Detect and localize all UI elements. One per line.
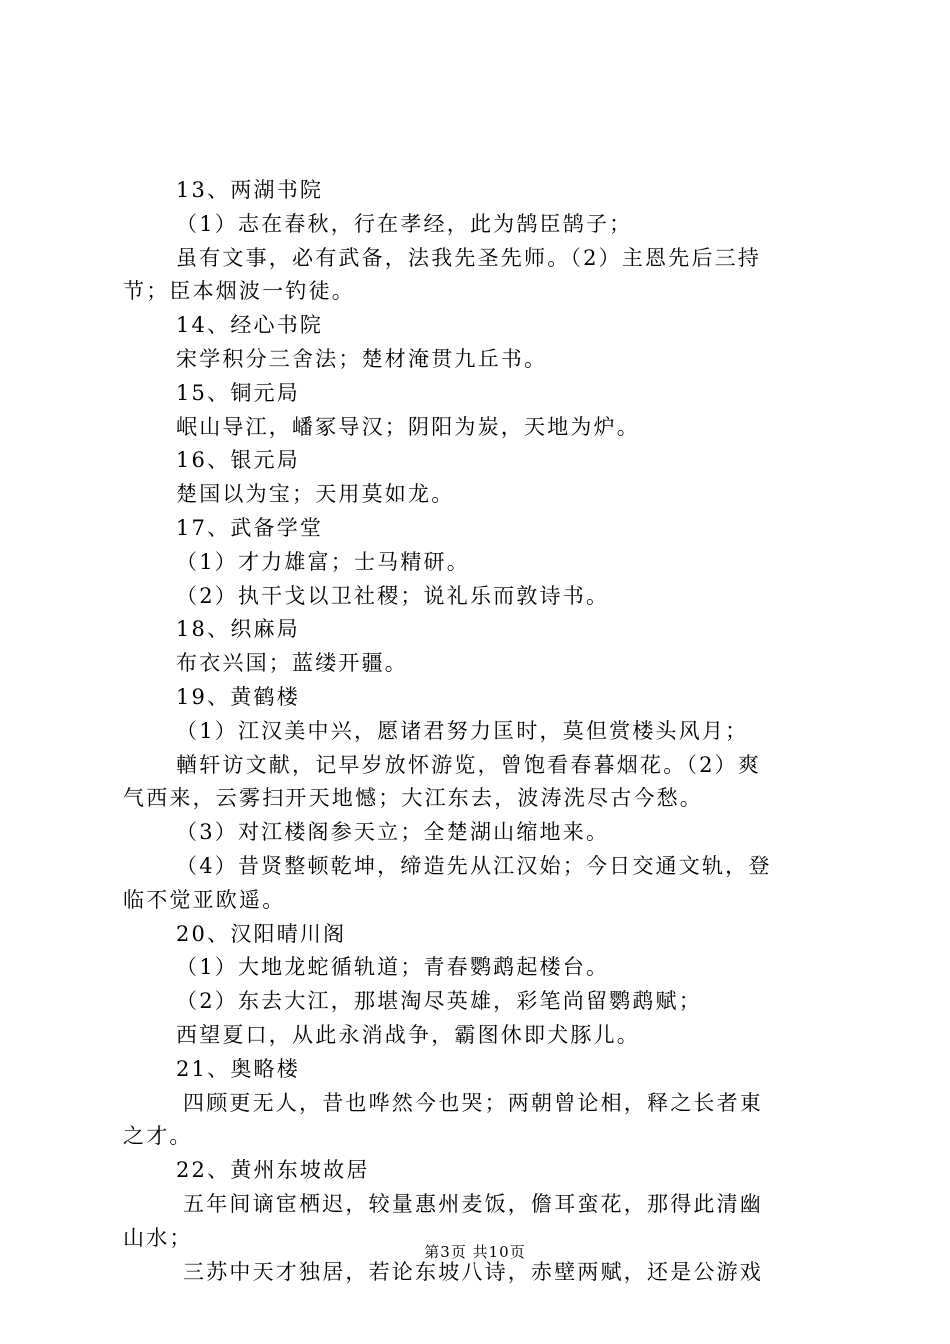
text-line: 17、武备学堂 [176,515,324,540]
text-line: 楚国以为宝；天用莫如龙。 [176,482,455,507]
text-line: （2）执干戈以卫社稷；说礼乐而敦诗书。 [176,583,610,608]
text-line: （1）志在春秋，行在孝经，此为鹄臣鹄子； [176,211,633,236]
text-line: 宋学积分三舍法；楚材淹贯九丘书。 [176,346,548,371]
text-line: （1）江汉美中兴，愿诸君努力匡时，莫但赏楼头风月； [176,718,749,743]
text-line: （1）大地龙蛇循轨道；青春鹦鹉起楼台。 [176,955,610,980]
text-line: 14、经心书院 [176,313,324,338]
text-line: 五年间谪宦栖迟，较量惠州麦饭，儋耳蛮花，那得此清幽 [183,1191,763,1216]
text-line: 18、织麻局 [176,617,300,642]
text-line: （2）东去大江，那堪淘尽英雄，彩笔尚留鹦鹉赋； [176,989,702,1014]
text-line: 四顾更无人，昔也哗然今也哭；两朝曾论相，释之长者東 [183,1090,763,1115]
text-line: 之才。 [123,1124,193,1149]
text-line: 15、铜元局 [176,380,300,405]
text-line: 西望夏口，从此永消战争，霸图休即犬豚儿。 [176,1022,640,1047]
text-line: （1）才力雄富；士马精研。 [176,549,470,574]
text-line: 节；臣本烟波一钓徒。 [123,279,355,304]
text-line: 22、黄州东坡故居 [176,1158,370,1183]
text-line: 輶轩访文献，记早岁放怀游览，曾饱看春暮烟花。（2）爽 [176,752,762,777]
text-line: 临不觉亚欧遥。 [123,887,286,912]
text-line: 20、汉阳晴川阁 [176,921,347,946]
text-line: 气西来，云雾扫开天地憾；大江东去，波涛洗尽古今愁。 [123,786,703,811]
text-line: 19、黄鹤楼 [176,684,300,709]
page-footer: 第3页 共10页 [424,1243,526,1261]
text-line: 布衣兴国；蓝缕开疆。 [176,651,408,676]
text-line: （3）对江楼阁参天立；全楚湖山缩地来。 [176,820,610,845]
text-line: 山水； [123,1225,193,1250]
text-line: 16、银元局 [176,448,300,473]
document-body [0,174,950,1289]
text-line: 13、两湖书院 [176,178,324,202]
text-line: 岷山导江，嶓冢导汉；阴阳为炭，天地为炉。 [176,414,640,439]
text-line: 虽有文事，必有武备，法我先圣先师。（2）主恩先后三持 [176,245,762,270]
text-line: 三苏中天才独居，若论东坡八诗，赤壁两赋，还是公游戏 [183,1259,763,1284]
text-line: （4）昔贤整顿乾坤，缔造先从江汉始；今日交通文轨，登 [176,853,772,878]
text-line: 21、奥略楼 [176,1056,300,1081]
